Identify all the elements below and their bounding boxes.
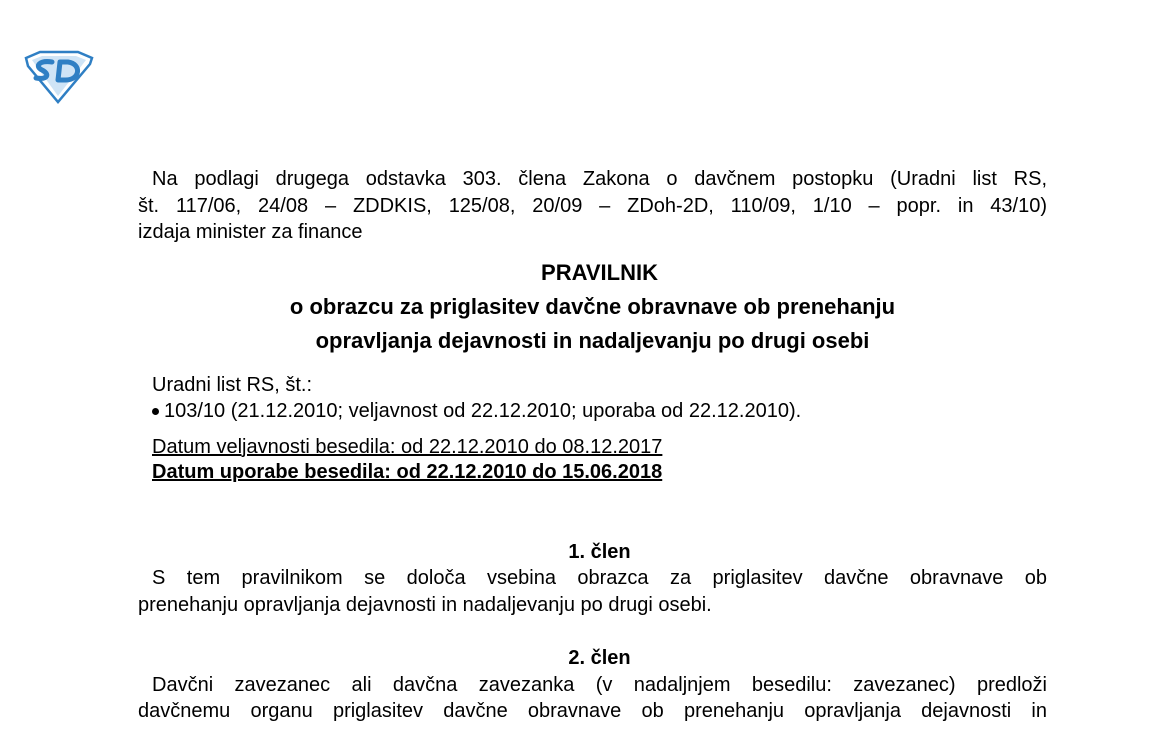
text-dates: [138, 435, 1047, 485]
article-text-line: S tem pravilnikom se določa vsebina obrazca za priglasitev davčne obravnave ob: [152, 567, 1047, 589]
application-date: Datum uporabe besedila: od 22.12.2010 do 15.06.2018: [152, 460, 663, 483]
article-heading: 1. člen: [568, 540, 631, 563]
article-text-line: Davčni zavezanec ali davčna zavezanka (v nadaljnjem besedilu: zavezanec) predloži: [152, 673, 1047, 696]
article-heading: 2. člen: [568, 647, 631, 669]
article-1: [138, 539, 1047, 619]
title-main: PRAVILNIK: [541, 259, 658, 285]
intro-line-1: Na podlagi drugega odstavka 303. člena Zakona o davčnem postopku (Uradni list RS,: [152, 168, 1047, 190]
sd-logo-icon: [22, 50, 96, 104]
intro-line-3: izdaja minister za finance: [138, 221, 363, 243]
gazette-entry: [152, 398, 1047, 425]
gazette-label: Uradni list RS, št.:: [152, 373, 313, 396]
document-page: [138, 166, 1047, 725]
article-2: [138, 645, 1047, 725]
title-line-3: opravljanja dejavnosti in nadaljevanju po drugi osebi: [315, 327, 870, 353]
gazette-list: [138, 372, 1047, 425]
bullet-icon: [152, 408, 159, 415]
article-text-line: prenehanju opravljanja dejavnosti in nadaljevanju po drugi osebi.: [138, 593, 712, 616]
title-line-2: o obrazcu za priglasitev davčne obravnave ob prenehanju: [289, 293, 896, 319]
article-text-line: davčnemu organu priglasitev davčne obravnave ob prenehanju opravljanja dejavnosti in: [138, 700, 1047, 722]
intro-line-2: št. 117/06, 24/08 – ZDDKIS, 125/08, 20/09 – ZDoh-2D, 110/09, 1/10 – popr. in 43/10): [138, 194, 1047, 217]
validity-date: Datum veljavnosti besedila: od 22.12.2010 do 08.12.2017: [152, 435, 663, 458]
document-title: [138, 256, 1047, 358]
gazette-entry-text: 103/10 (21.12.2010; veljavnost od 22.12.2010; uporaba od 22.12.2010).: [164, 400, 802, 422]
